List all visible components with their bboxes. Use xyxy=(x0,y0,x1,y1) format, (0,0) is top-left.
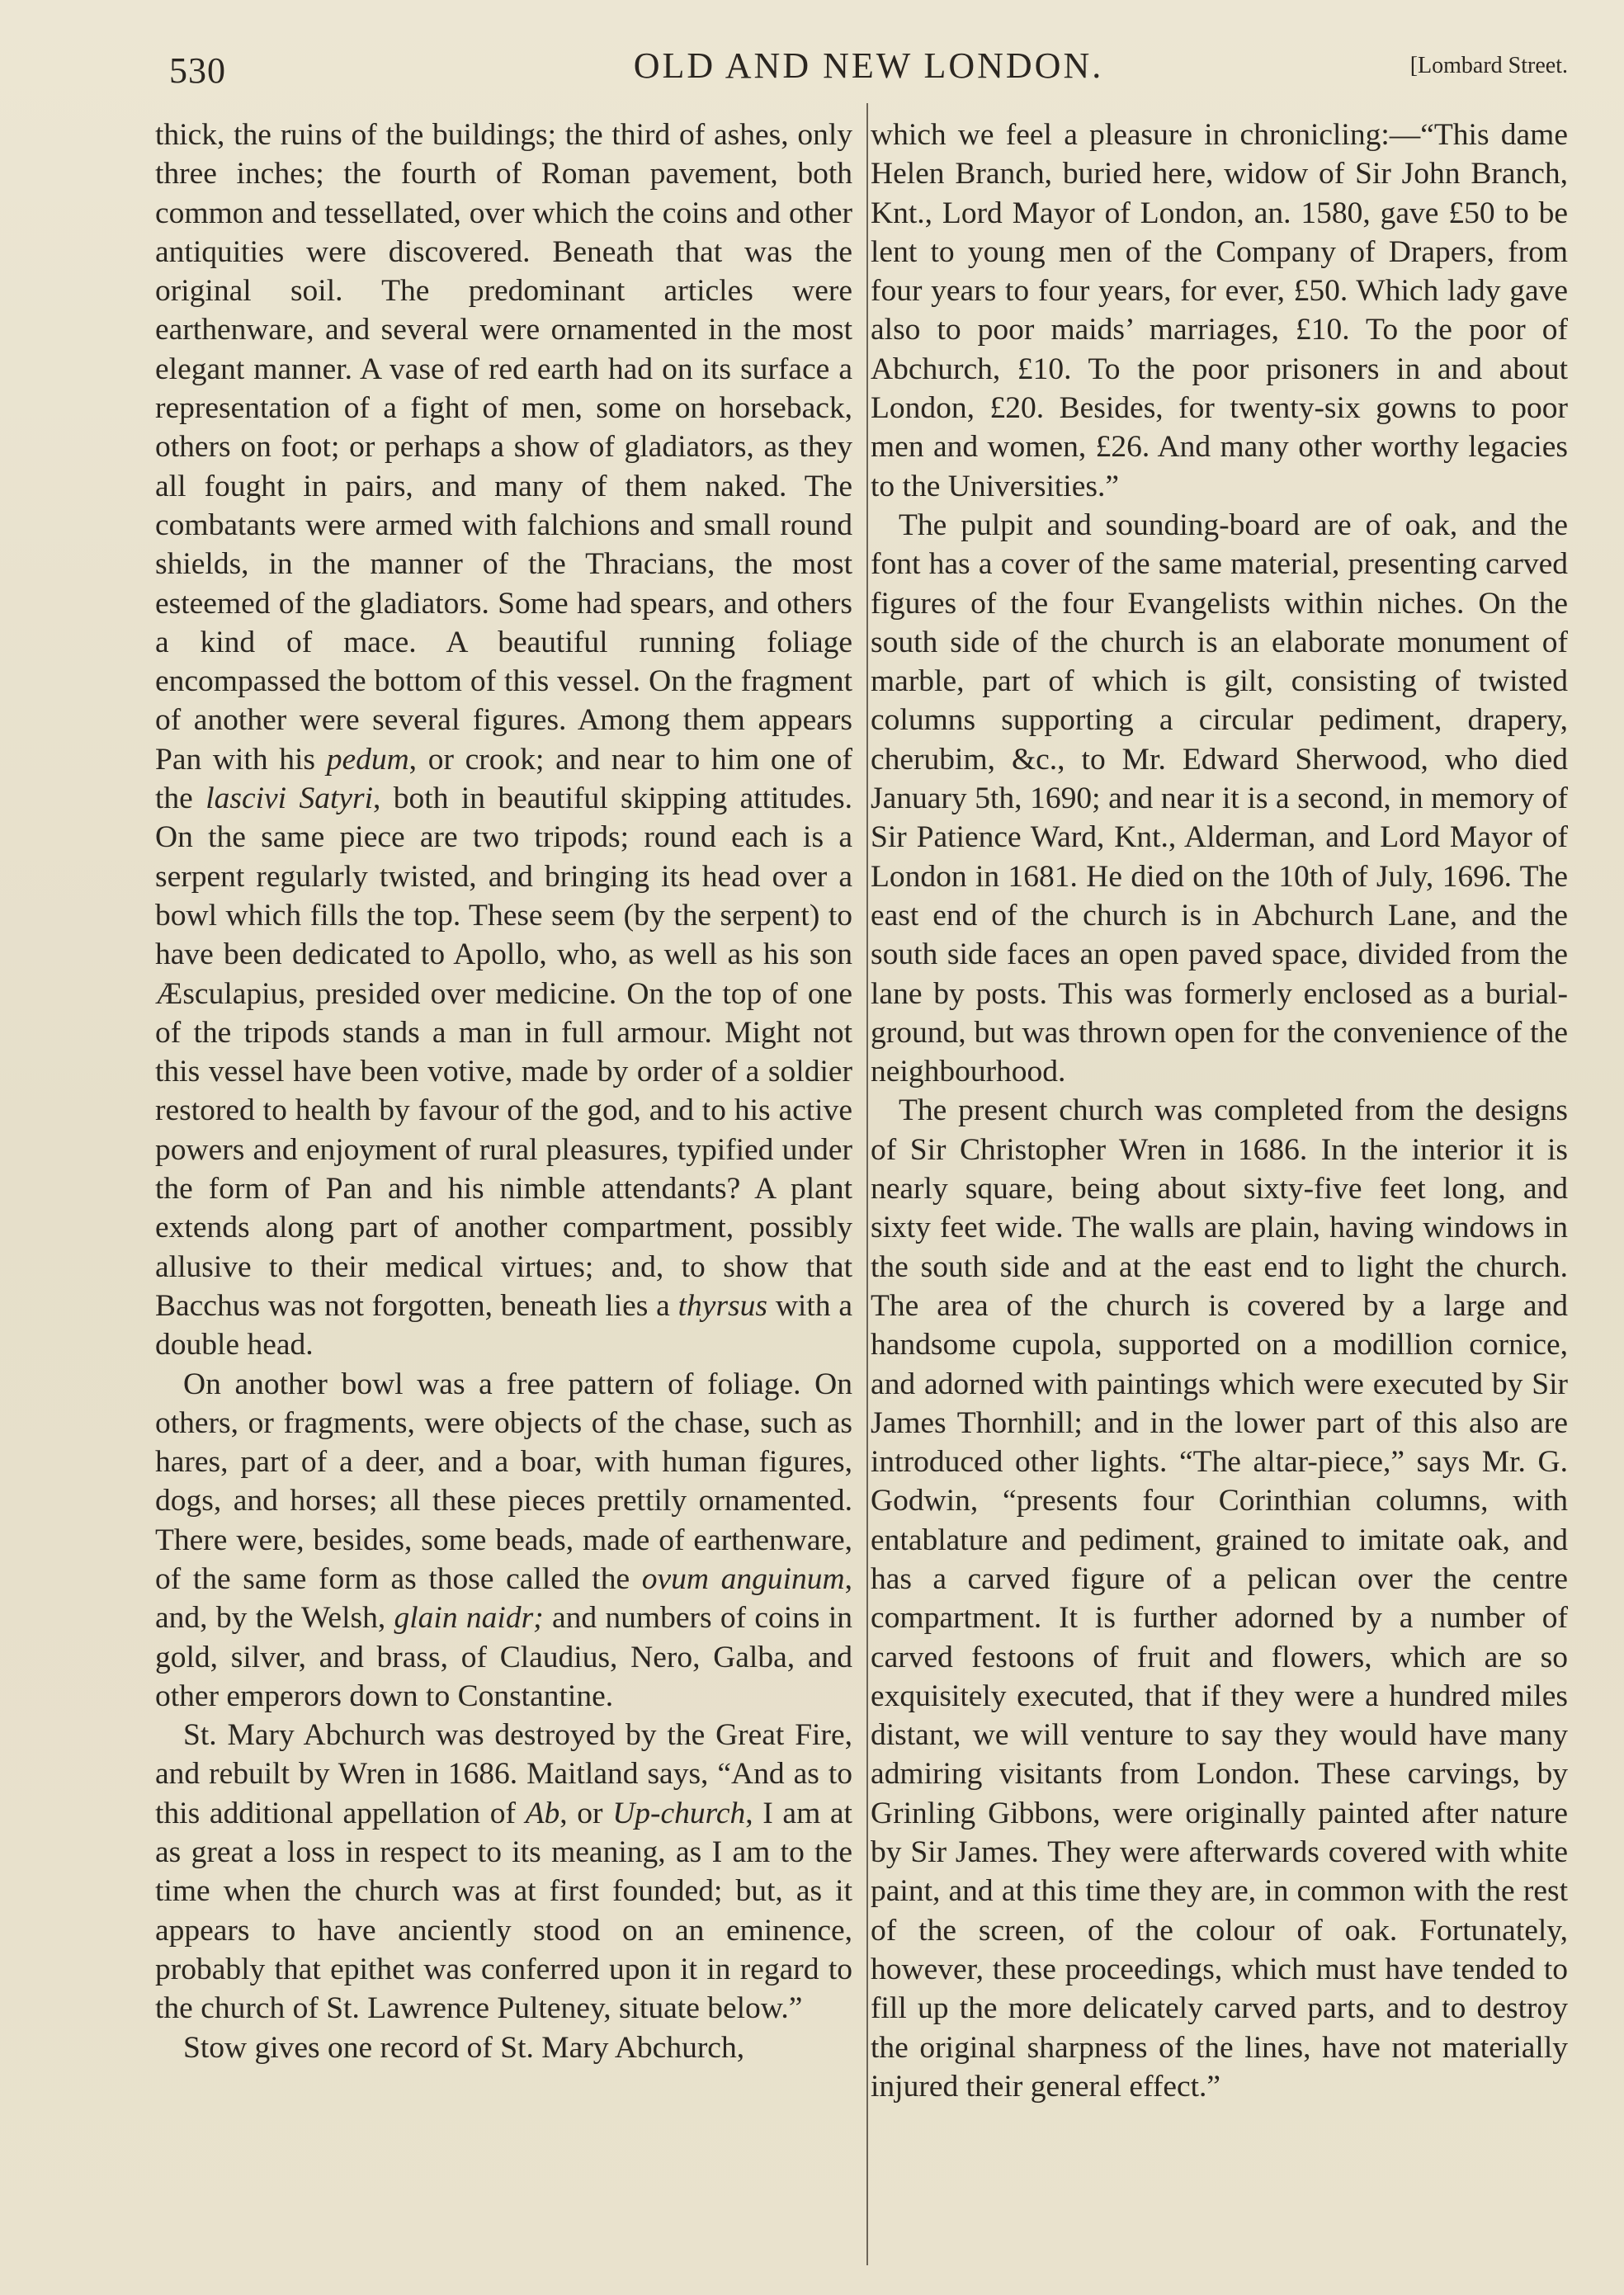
text-run: St. Mary Abchurch was destroyed by the Great Fire, and rebuilt by Wren in 1686. Maitland says, “And as to this additional appellation of xyxy=(155,1718,852,1830)
italic-text: Ab xyxy=(525,1796,560,1830)
italic-text: pedum xyxy=(326,742,409,777)
italic-text: ovum anguinum xyxy=(641,1561,845,1596)
text-run: , or xyxy=(559,1796,613,1830)
text-run: On another bowl was a free pattern of foliage. On others, or fragments, were objects of the chase, such as hares, part of a deer, and a boar, with human figures, dogs, and horses; all these pieces prettily ornamented. There were, besides, some beads, made of earthenware, of the same form as those called the xyxy=(155,1367,852,1596)
paragraph: Stow gives one record of St. Mary Abchurch, xyxy=(183,2030,745,2065)
text-run: , both in beautiful skipping attitudes. On the same piece are two tripods; round each is a serpent regularly twisted, and bringing its head over a bowl which fills the top. These seem (by the serpent) to have been dedicated to Apollo, who, as well as his son Æsculapius, presided over medicine. On the top of one of the tripods stands a man in full armour. Might not this vessel have been votive, made by order of a soldier restored to health by favour of the god, and to his active powers and enjoyment of rural pleasures, typified under the form of Pan and his nimble attendants? A plant extends along part of another compartment, possibly allusive to their medical virtues; and, to show that Bacchus was not forgotten, beneath lies a xyxy=(155,782,852,1323)
text-run: , and, by the Welsh, xyxy=(155,1561,852,1636)
paragraph xyxy=(155,116,852,1365)
text-run: with a double head. xyxy=(155,1288,852,1362)
column-divider xyxy=(866,103,868,2265)
running-section: [Lombard Street. xyxy=(1409,53,1568,78)
italic-text: lascivi Satyri xyxy=(205,782,374,816)
paragraph: which we feel a pleasure in chronicling:—“This dame Helen Branch, buried here, widow of Sir John Branch, Knt., Lord Mayor of London, an. 1580, gave £50 to be lent to young men of the Company of Drapers, from four years to four years, for ever, £50. Which lady gave also to poor maids’ marriages, £10. To the poor of Abchurch, £10. To the poor prisoners in and about London, £20. Besides, for twenty-six gowns to poor men and women, £26. And many other worthy legacies to the Universities.” xyxy=(871,118,1568,503)
left-column xyxy=(155,116,852,2067)
page-number: 530 xyxy=(169,50,226,91)
text-run: , or crook; and near to him one of the xyxy=(155,742,852,816)
italic-text: glain naidr; xyxy=(394,1601,544,1636)
paragraph: The present church was completed from the designs of Sir Christopher Wren in 1686. In the interior it is nearly square, being about sixty-five feet long, and sixty feet wide. The walls are plain, having windows in the south side and at the east end to light the church. The area of the church is covered by a large and handsome cupola, supported on a modillion cornice, and adorned with paintings which were executed by Sir James Thornhill; and in the lower part of this also are introduced other lights. “The altar-piece,” says Mr. G. Godwin, “presents four Corinthian columns, with entablature and pediment, grained to imitate oak, and has a carved figure of a pelican over the centre compartment. It is further adorned by a number of carved festoons of fruit and flowers, which are so exquisitely executed, that if they were a hundred miles distant, we will venture to say they would have many admiring visitants from London. These carvings, by Grinling Gibbons, were originally painted after nature by Sir James. They were afterwards covered with white paint, and at this time they are, in common with the rest of the screen, of the colour of oak. Fortunately, however, these proceedings, which must have tended to fill up the more delicately carved parts, and to destroy the original sharpness of the lines, have not materially injured their general effect.” xyxy=(871,1093,1568,2104)
right-column xyxy=(871,116,1568,2106)
paragraph xyxy=(155,1716,852,2028)
running-header xyxy=(169,41,1568,91)
running-title: OLD AND NEW LONDON. xyxy=(633,45,1104,86)
italic-text: thyrsus xyxy=(677,1288,767,1323)
text-run: and numbers of coins in gold, silver, and brass, of Claudius, Nero, Galba, and other emperors down to Constantine. xyxy=(155,1601,852,1713)
italic-text: Up-church xyxy=(612,1796,746,1830)
paragraph xyxy=(155,1365,852,1717)
text-run: thick, the ruins of the buildings; the third of ashes, only three inches; the fourth of Roman pavement, both common and tessellated, over which the coins and other antiquities were discovered. Beneath that was the original soil. The predominant articles were earthenware, and several were ornamented in the most elegant manner. A vase of red earth had on its surface a representation of a fight of men, some on horseback, others on foot; or perhaps a show of gladiators, as they all fought in pairs, and many of them naked. The combatants were armed with falchions and small round shields, in the manner of the Thracians, the most esteemed of the gladiators. Some had spears, and others a kind of mace. A beautiful running foliage encompassed the bottom of this vessel. On the fragment of another were several figures. Among them appears Pan with his xyxy=(155,118,852,777)
paragraph: The pulpit and sounding-board are of oak, and the font has a cover of the same material, presenting carved figures of the four Evangelists within niches. On the south side of the church is an elaborate monument of marble, part of which is gilt, consisting of twisted columns supporting a circular pediment, drapery, cherubim, &c., to Mr. Edward Sherwood, who died January 5th, 1690; and near it is a second, in memory of Sir Patience Ward, Knt., Alderman, and Lord Mayor of London in 1681. He died on the 10th of July, 1696. The east end of the church is in Abchurch Lane, and the south side faces an open paved space, divided from the lane by posts. This was formerly enclosed as a burial-ground, but was thrown open for the convenience of the neighbourhood. xyxy=(871,508,1568,1089)
text-run: , I am at as great a loss in respect to its meaning, as I am to the time when the church was at first founded; but, as it appears to have anciently stood on an eminence, probably that epithet was conferred upon it in regard to the church of St. Lawrence Pulteney, situate below.” xyxy=(155,1796,852,2026)
